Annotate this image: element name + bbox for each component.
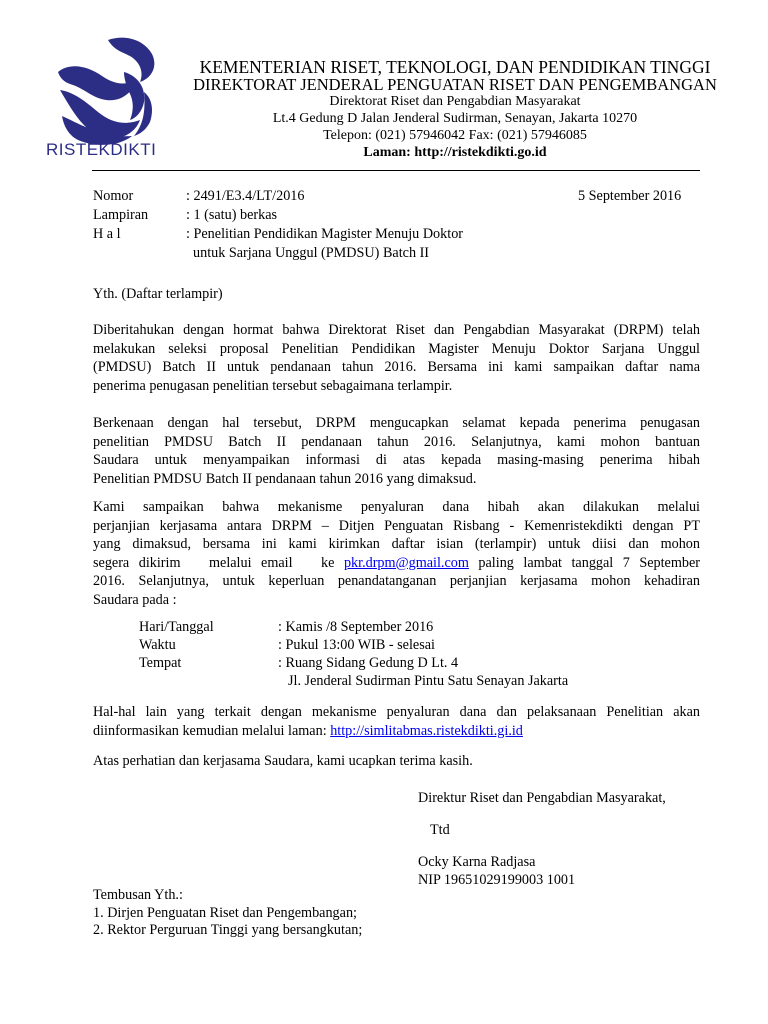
lampiran-label: Lampiran xyxy=(93,207,149,223)
paragraph-line: perjanjian kerjasama antara DRPM – Ditjen Penguatan Risbang - Kemenristekdikti dengan PT xyxy=(93,517,700,534)
paragraph-line: Diberitahukan dengan hormat bahwa Direktorat Riset dan Pengabdian Masyarakat (DRPM) telah xyxy=(93,322,700,338)
paragraph-line: melakukan seleksi proposal Penelitian Pendidikan Magister Menuju Doktor Sarjana Unggul xyxy=(93,340,700,357)
directorate-general-name: DIREKTORAT JENDERAL PENGUATAN RISET DAN PENGEMBANGAN xyxy=(193,75,717,94)
paragraph-1 xyxy=(93,321,700,395)
paragraph-line: Hal-hal lain yang terkait dengan mekanisme penyaluran dana dan pelaksanaan Penelitian akan xyxy=(93,704,700,720)
paragraph-line: penerima penugasan penelitian tersebut sebagaimana terlampir. xyxy=(93,377,453,394)
schedule-place-value-line2: Jl. Jenderal Sudirman Pintu Satu Senayan Jakarta xyxy=(288,673,569,689)
paragraph-line: penelitian PMDSU Batch II pendanaan tahun 2016. Selanjutnya, kami mohon bantuan xyxy=(93,433,700,450)
paragraph-line: Saudara untuk menyampaikan informasi di atas kepada masing-masing penerima hibah xyxy=(93,452,700,468)
link-prefix-text: diinformasikan kemudian melalui laman: xyxy=(93,722,331,739)
paragraph-4 xyxy=(93,703,700,740)
paragraph-3 xyxy=(93,498,700,609)
paragraph-line: Saudara pada : xyxy=(93,591,177,608)
lampiran-value: : 1 (satu) berkas xyxy=(186,207,278,223)
signatory-title: Direktur Riset dan Pengabdian Masyarakat, xyxy=(418,790,666,806)
signatory-name: Ocky Karna Radjasa xyxy=(418,854,536,870)
tembusan-item: 2. Rektor Perguruan Tinggi yang bersangkutan; xyxy=(93,922,363,938)
email-suffix-text: paling lambat tanggal 7 September xyxy=(468,554,700,571)
address: Lt.4 Gedung D Jalan Jenderal Sudirman, Senayan, Jakarta 10270 xyxy=(272,111,638,126)
schedule-time-value: : Pukul 13:00 WIB - selesai xyxy=(278,637,435,653)
ministry-name: KEMENTERIAN RISET, TEKNOLOGI, DAN PENDIDIKAN TINGGI xyxy=(199,57,711,77)
hal-label: H a l xyxy=(93,226,121,242)
schedule-place-label: Tempat xyxy=(139,655,182,671)
salutation: Yth. (Daftar terlampir) xyxy=(93,286,223,302)
header-divider xyxy=(92,170,700,171)
paragraph-line xyxy=(93,722,700,741)
schedule-day-value: : Kamis /8 September 2016 xyxy=(278,619,434,635)
paragraph-line: yang dimaksud, bersama ini kami kirimkan daftar isian (terlampir) untuk diisi dan mohon xyxy=(93,536,700,552)
paragraph-line: Penelitian PMDSU Batch II pendanaan tahun 2016 yang dimaksud. xyxy=(93,470,477,487)
schedule-place-value-line1: : Ruang Sidang Gedung D Lt. 4 xyxy=(278,655,459,671)
nomor-value: : 2491/E3.4/LT/2016 xyxy=(186,188,305,204)
simlitabmas-link[interactable]: http://simlitabmas.ristekdikti.gi.id xyxy=(330,722,523,739)
closing-sentence: Atas perhatian dan kerjasama Saudara, kami ucapkan terima kasih. xyxy=(93,753,473,769)
paragraph-line: Berkenaan dengan hal tersebut, DRPM mengucapkan selamat kepada penerima penugasan xyxy=(93,415,700,431)
email-prefix-text: segera dikirim melalui email ke xyxy=(93,554,344,571)
email-link[interactable]: pkr.drpm@gmail.com xyxy=(343,554,469,571)
letter-date: 5 September 2016 xyxy=(578,188,682,204)
paragraph-line xyxy=(93,554,700,573)
paragraph-2 xyxy=(93,414,700,488)
website: Laman: http://ristekdikti.go.id xyxy=(363,145,547,160)
paragraph-line: 2016. Selanjutnya, untuk keperluan penandatanganan perjanjian kerjasama mohon kehadiran xyxy=(93,573,700,589)
signature-ttd: Ttd xyxy=(430,822,450,838)
hal-value-line2: untuk Sarjana Unggul (PMDSU) Batch II xyxy=(193,245,430,261)
nomor-label: Nomor xyxy=(93,188,134,204)
logo-text: RISTEKDIKTI xyxy=(46,140,157,159)
tembusan-heading: Tembusan Yth.: xyxy=(93,887,183,903)
schedule-time-label: Waktu xyxy=(139,637,176,653)
hal-value-line1: : Penelitian Pendidikan Magister Menuju Doktor xyxy=(186,226,464,242)
paragraph-line: (PMDSU) Batch II untuk pendanaan tahun 2016. Bersama ini kami sampaikan daftar nama xyxy=(93,359,700,375)
paragraph-line: Kami sampaikan bahwa mekanisme penyaluran dana hibah akan dilakukan melalui xyxy=(93,499,700,515)
directorate-name: Direktorat Riset dan Pengabdian Masyarakat xyxy=(329,94,581,109)
phone-fax: Telepon: (021) 57946042 Fax: (021) 57946085 xyxy=(323,128,587,143)
tembusan-item: 1. Dirjen Penguatan Riset dan Pengembangan; xyxy=(93,905,357,921)
schedule-day-label: Hari/Tanggal xyxy=(139,619,214,635)
signatory-nip: NIP 19651029199003 1001 xyxy=(418,872,576,888)
